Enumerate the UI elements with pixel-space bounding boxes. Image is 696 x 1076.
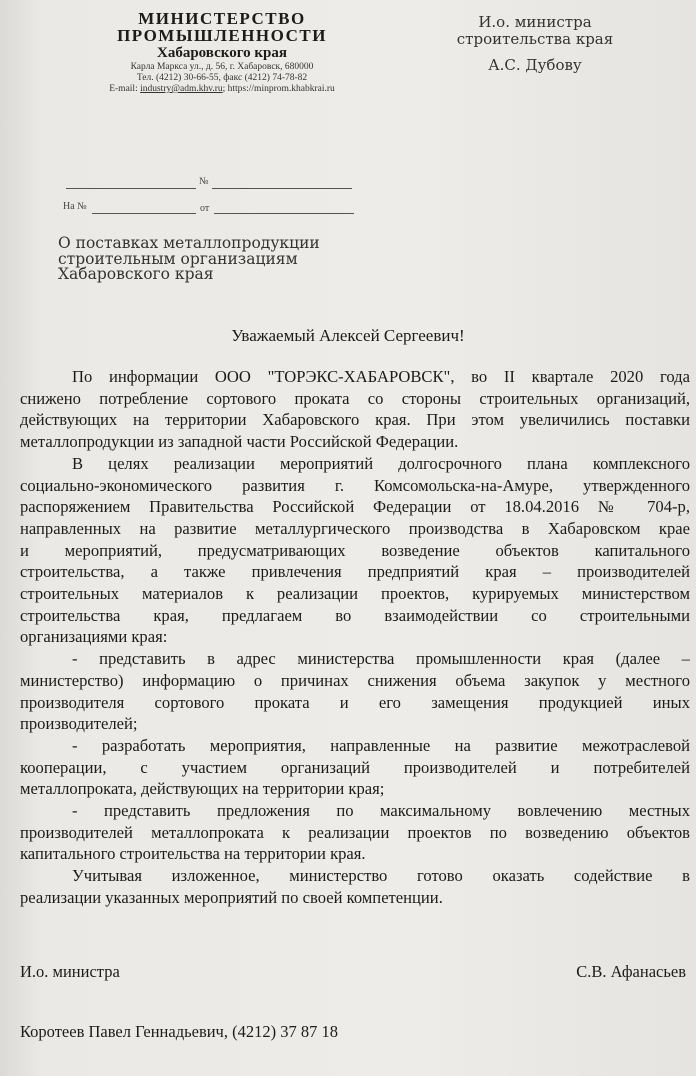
paragraph-line: министерство) информацию о причинах снижения объема закупок у местного [20, 670, 690, 690]
paragraph-line: строительных материалов к реализации проектов, курируемых министерством [20, 584, 690, 604]
ref-number-label: На № [63, 201, 87, 212]
org-phone: Тел. (4212) 30-66-55, факс (4212) 74-78-82 [136, 73, 308, 83]
letterhead [72, 10, 372, 95]
paragraph-line: кооперации, с участием организаций производителей и потребителей [20, 757, 690, 777]
subject-line: строительным организациям [58, 249, 298, 268]
paragraph-line: направленных на развитие металлургического производства в Хабаровском крае [20, 518, 690, 538]
paragraph-line: строительства края, предлагаем во взаимодействии со строительными [20, 605, 690, 625]
greeting: Уважаемый Алексей Сергеевич! [231, 326, 465, 345]
paragraph-line: - представить предложения по максимальному вовлечению местных [72, 801, 690, 821]
subject [58, 236, 320, 283]
executor-contact: Коротеев Павел Геннадьевич, (4212) 37 87 18 [20, 1022, 338, 1041]
org-address: Карла Маркса ул., д. 56, г. Хабаровск, 680000 [130, 62, 314, 72]
paragraph-line: По информации ООО "ТОРЭКС-ХАБАРОВСК", во II квартале 2020 года [72, 367, 690, 386]
subject-line: О поставках металлопродукции [58, 234, 320, 252]
org-contacts [72, 84, 372, 95]
ref-number-line [92, 213, 196, 214]
paragraph-line: производителей; [20, 714, 138, 734]
paragraph-line: - представить в адрес министерства промышленности края (далее – [72, 649, 690, 669]
paragraph-line: реализации указанных мероприятий по своей компетенции. [20, 887, 443, 907]
paragraph-line: производителя сортового проката и его замещения продукцией иных [20, 692, 690, 712]
email-link: industry@adm.khv.ru [140, 84, 223, 94]
subject-line: Хабаровского края [58, 265, 214, 283]
addressee-name: А.С. Дубову [488, 56, 582, 74]
ref-date-line [214, 213, 354, 214]
org-region: Хабаровского края [157, 45, 287, 61]
signature-position: И.о. министра [20, 962, 120, 981]
from-label: от [200, 203, 210, 214]
addressee [440, 14, 630, 74]
paragraph-line: организациями края: [20, 627, 168, 647]
org-name-line1: МИНИСТЕРСТВО [138, 9, 306, 28]
paragraph-line: действующих на территории Хабаровского края. При этом увеличились поставки [20, 410, 690, 430]
paragraph-line: капитального строительства на территории края. [20, 844, 366, 864]
paragraph-line: металлопродукции из западной части Российской Федерации. [20, 432, 459, 452]
signature-name: С.В. Афанасьев [576, 962, 686, 981]
paragraph-line: металлопроката, действующих на территории края; [20, 779, 385, 799]
paragraph-line: снижено потребление сортового проката со стороны строительных организаций, [20, 388, 690, 408]
website: ; https://minprom.khabkrai.ru [222, 84, 335, 94]
number-line [212, 188, 352, 189]
org-name-line2: ПРОМЫШЛЕННОСТИ [117, 26, 327, 45]
date-line [66, 188, 196, 189]
number-label: № [199, 176, 209, 187]
paragraph-line: - разработать мероприятия, направленные на развитие межотраслевой [72, 735, 690, 755]
paragraph-line: социально-экономического развития г. Комсомольска-на-Амуре, утвержденного [20, 475, 690, 495]
addressee-title-1: И.о. министра [478, 13, 592, 31]
paragraph-line: распоряжением Правительства Российской Федерации от 18.04.2016 № 704-р, [20, 497, 690, 517]
paragraph-line: и мероприятий, предусматривающих возведение объектов капитального [20, 540, 690, 560]
addressee-title-2: строительства края [456, 30, 614, 48]
email-label: E-mail: [109, 84, 141, 94]
paragraph-line: строительства, а также привлечения предприятий края – производителей [20, 562, 690, 582]
paragraph-line: Учитывая изложенное, министерство готово оказать содействие в [72, 866, 690, 886]
paragraph-line: производителей металлопроката к реализации проектов по возведению объектов [20, 822, 690, 842]
paragraph-line: В целях реализации мероприятий долгосрочного плана комплексного [72, 453, 690, 473]
letter-body [20, 366, 690, 909]
